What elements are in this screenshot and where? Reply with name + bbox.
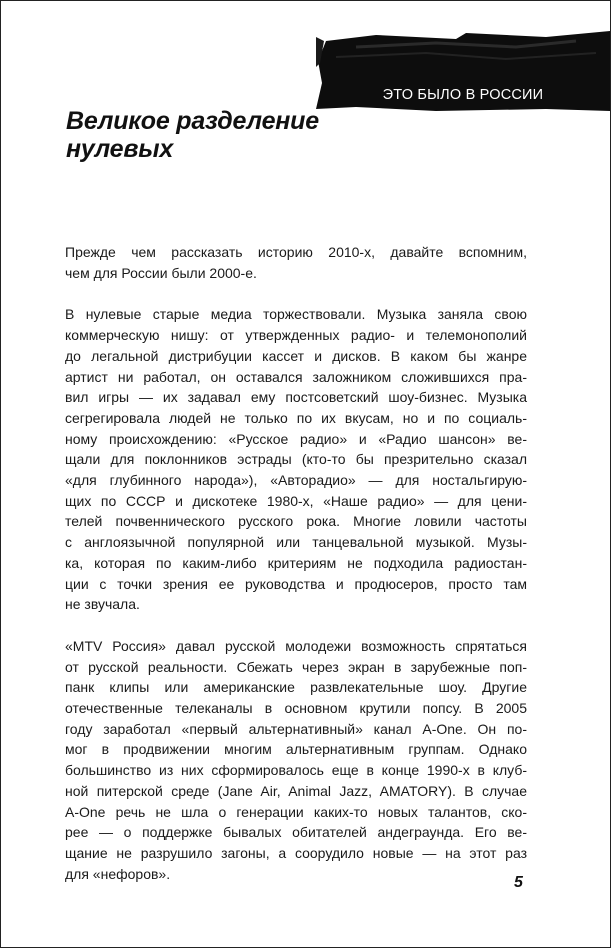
chapter-title-line: Великое разделение	[66, 107, 319, 135]
paragraph	[65, 636, 527, 884]
text-line: рее — о поддержке бывалых обитателей андеграунда. Его ве-	[65, 824, 527, 841]
text-line: В нулевые старые медиа торжествовали. Музыка заняла свою	[65, 306, 527, 323]
text-line: ному происхождению: «Русское радио» и «Радио шансон» ве-	[65, 430, 527, 447]
text-line: с англоязычной популярной или танцевальной музыкой. Музы-	[65, 534, 527, 551]
text-line: A-One речь не шла о генерации каких-то новых талантов, ско-	[65, 803, 527, 820]
section-banner	[316, 23, 610, 113]
text-line: мог в продвижении многим альтернативным группам. Однако	[65, 741, 527, 758]
text-line: «для глубинного народа»), «Авторадио» — для ностальгирую-	[65, 472, 527, 489]
body-text	[65, 242, 527, 905]
paragraph	[65, 304, 527, 615]
text-line: вил игры — их задавал ему постсоветский шоу-бизнес. Музыка	[65, 389, 527, 406]
text-line: артист ни работал, он оставался заложником сложившихся пра-	[65, 368, 527, 385]
text-line: отечественные телеканалы в основном крутили попсу. В 2005	[65, 700, 527, 717]
text-line: чем для России были 2000-е.	[65, 264, 257, 281]
section-label: ЭТО БЫЛО В РОССИИ	[382, 87, 544, 103]
chapter-title-line: нулевых	[66, 135, 174, 163]
text-line: ка, которая по каким-либо критериям не подходила радиостан-	[65, 554, 527, 571]
chapter-title	[66, 107, 319, 163]
text-line: от русской реальности. Сбежать через экран в зарубежные поп-	[65, 658, 527, 675]
text-line: панк клипы или американские развлекательные шоу. Другие	[65, 679, 527, 696]
text-line: для «нефоров».	[65, 865, 171, 882]
text-line: до легальной дистрибуции кассет и дисков. В каком бы жанре	[65, 347, 527, 364]
text-line: ции с точки зрения ее руководства и продюсеров, просто там	[65, 575, 527, 592]
page-number: 5	[514, 874, 523, 891]
paragraph	[65, 242, 527, 283]
text-line: не звучала.	[65, 596, 140, 613]
text-line: телей почвеннического русского рока. Многие ловили частоты	[65, 513, 527, 530]
text-line: Прежде чем рассказать историю 2010-х, давайте вспомним,	[65, 244, 527, 260]
text-line: щих по СССР и дискотеке 1980-х, «Наше радио» — для цени-	[65, 492, 527, 509]
text-line: году заработал «первый альтернативный» канал A-One. Он по-	[65, 720, 527, 737]
text-line: щали для поклонников эстрады (кто-то бы презрительно сказал	[65, 451, 527, 468]
text-line: коммерческую нишу: от утвержденных радио- и телемонополий	[65, 327, 527, 344]
text-line: большинство из них сформировалось еще в конце 1990-х в клуб-	[65, 762, 527, 779]
text-line: ной питерской среде (Jane Air, Animal Jazz, AMATORY). В случае	[65, 782, 527, 799]
text-line: сегрегировала людей не только по их вкусам, но и по социаль-	[65, 409, 527, 426]
text-line: «MTV Россия» давал русской молодежи возможность спрятаться	[65, 637, 527, 654]
text-line: щание не разрушило загоны, а соорудило новые — на этот раз	[65, 844, 527, 861]
